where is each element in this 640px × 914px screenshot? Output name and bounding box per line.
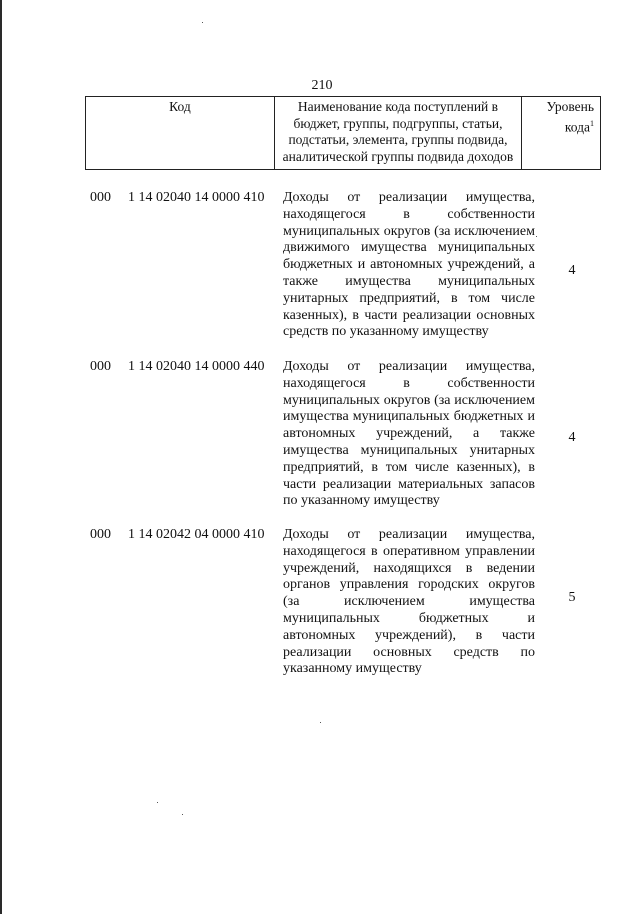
header-level-footnote: 1 <box>590 118 594 128</box>
scan-speck <box>202 22 203 23</box>
row-level: 4 <box>568 430 576 445</box>
budget-classification-code: 1 14 02042 04 0000 410 <box>128 527 265 542</box>
page-number: 210 <box>311 78 333 93</box>
header-code-cell <box>86 97 275 170</box>
scan-speck <box>182 814 183 815</box>
row-description: Доходы от реализации имущества, находящегося в оперативном управлении учреждений, находящихся в ведении органов управления городских округов (за исключением имущества муниципальных бюджетных и автономных учреждений), в части реализации основных средств по указанному имуществу <box>283 527 535 677</box>
header-code-label: Код <box>169 99 191 114</box>
admin-code: 000 <box>90 190 111 205</box>
admin-code: 000 <box>90 527 111 542</box>
table-header <box>85 96 601 170</box>
header-name-cell <box>274 97 521 170</box>
scan-speck <box>320 722 321 723</box>
budget-classification-code: 1 14 02040 14 0000 440 <box>128 359 265 374</box>
row-description: Доходы от реализации имущества, находящегося в собственности муниципальных округов (за исключением движимого имущества муниципальных бюджетных и автономных учреждений, а также имущества муниципальных унитарных предприятий, в том числе казенных), в части реализации основных средств по указанному имуществу <box>283 190 535 340</box>
scan-speck <box>536 236 537 237</box>
header-level-label: Уровень кода <box>546 99 594 134</box>
row-level: 4 <box>568 263 576 278</box>
scan-speck <box>157 802 158 803</box>
admin-code: 000 <box>90 359 111 374</box>
row-description: Доходы от реализации имущества, находящегося в собственности муниципальных округов (за исключением имущества муниципальных бюджетных и автономных учреждений, а также имущества муниципальных унитарных предприятий, в том числе казенных), в части реализации материальных запасов по указанному имуществу <box>283 359 535 509</box>
header-name-label: Наименование кода поступлений в бюджет, группы, подгруппы, статьи, подстатьи, элемента, группы подвида, аналитической группы подвида доходов <box>282 99 514 164</box>
row-level: 5 <box>568 590 576 605</box>
header-level-cell <box>522 97 601 170</box>
budget-classification-code: 1 14 02040 14 0000 410 <box>128 190 265 205</box>
